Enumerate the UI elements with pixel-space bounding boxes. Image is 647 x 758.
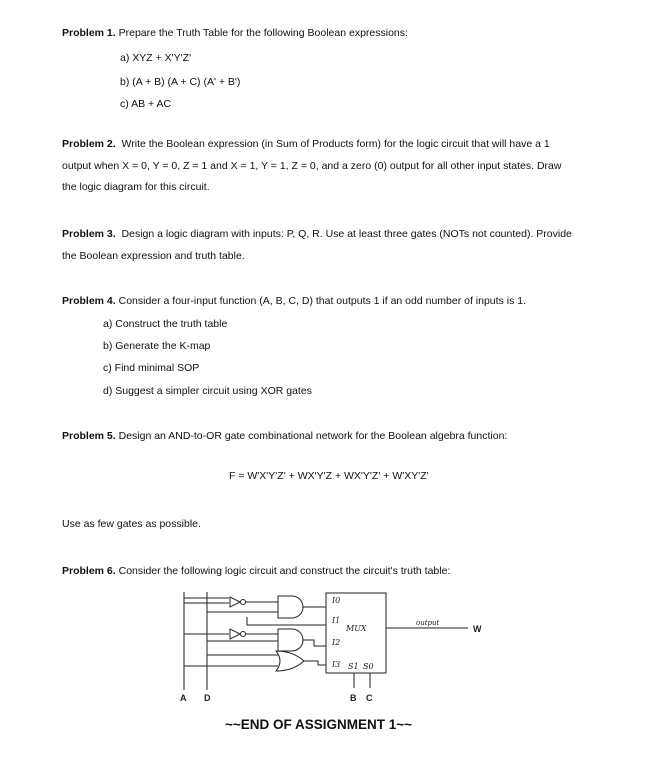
- not-gate-bottom: [230, 629, 278, 639]
- problem-1-item-c: c) AB + AC: [120, 98, 172, 110]
- mux-input-i2: I2: [332, 638, 341, 647]
- problem-6-label: Problem 6.: [62, 565, 116, 577]
- problem-1-label: Problem 1.: [62, 27, 116, 39]
- problem-4-item-b: b) Generate the K-map: [103, 340, 211, 352]
- problem-5-note: Use as few gates as possible.: [62, 518, 201, 530]
- input-var-a: A: [180, 693, 187, 703]
- output-label: output: [416, 619, 440, 627]
- problem-1-item-b: b) (A + B) (A + C) (A' + B'): [120, 76, 241, 88]
- problem-4-item-c: c) Find minimal SOP: [103, 362, 200, 374]
- problem-2-line-3: the logic diagram for this circuit.: [62, 181, 210, 193]
- mux-select-s1: S1: [348, 662, 359, 671]
- problem-4-item-d: d) Suggest a simpler circuit using XOR gates: [103, 385, 312, 397]
- mux-select-s0: S0: [363, 662, 374, 671]
- problem-4-item-a: a) Construct the truth table: [103, 318, 228, 330]
- problem-4-label: Problem 4.: [62, 295, 116, 307]
- problem-5-text: Design an AND-to-OR gate combinational network for the Boolean algebra function:: [118, 430, 508, 442]
- problem-1-item-a: a) XYZ + X'Y'Z': [120, 52, 192, 64]
- mux-input-i3: I3: [332, 660, 341, 669]
- mux-label: MUX: [346, 624, 367, 633]
- problem-4-text: Consider a four-input function (A, B, C, D) that outputs 1 if an odd number of inputs is 1.: [118, 295, 526, 307]
- problem-6-text: Consider the following logic circuit and construct the circuit's truth table:: [118, 565, 451, 577]
- end-of-assignment: ~~END OF ASSIGNMENT 1~~: [225, 717, 413, 732]
- and-gate-1: [278, 596, 303, 618]
- select-var-c: C: [366, 693, 373, 703]
- problem-5-label: Problem 5.: [62, 430, 116, 442]
- and-gate-2: [278, 629, 303, 651]
- output-var-w: W: [473, 624, 482, 634]
- or-gate: [276, 651, 304, 671]
- not-gate-top: [230, 597, 278, 607]
- input-var-d: D: [204, 693, 211, 703]
- mux-input-i0: I0: [332, 596, 341, 605]
- mux-input-i1: I1: [332, 616, 341, 625]
- problem-3-line-1: Design a logic diagram with inputs: P, Q, R. Use at least three gates (NOTs not counted). Provide: [121, 228, 572, 240]
- problem-2-line-1: Write the Boolean expression (in Sum of Products form) for the logic circuit that will have a 1: [121, 138, 550, 150]
- problem-2-line-2: output when X = 0, Y = 0, Z = 1 and X = 1, Y = 1, Z = 0, and a zero (0) output for all other input states. Draw: [62, 159, 562, 172]
- problem-3-line-2: the Boolean expression and truth table.: [62, 249, 245, 262]
- select-var-b: B: [350, 693, 357, 703]
- problem-1-text: Prepare the Truth Table for the following Boolean expressions:: [118, 27, 408, 39]
- problem-3-label: Problem 3.: [62, 228, 116, 240]
- problem-5-equation: F = W'X'Y'Z' + WX'Y'Z + WX'Y'Z' + W'XY'Z': [229, 470, 429, 482]
- problem-2-label: Problem 2.: [62, 138, 116, 150]
